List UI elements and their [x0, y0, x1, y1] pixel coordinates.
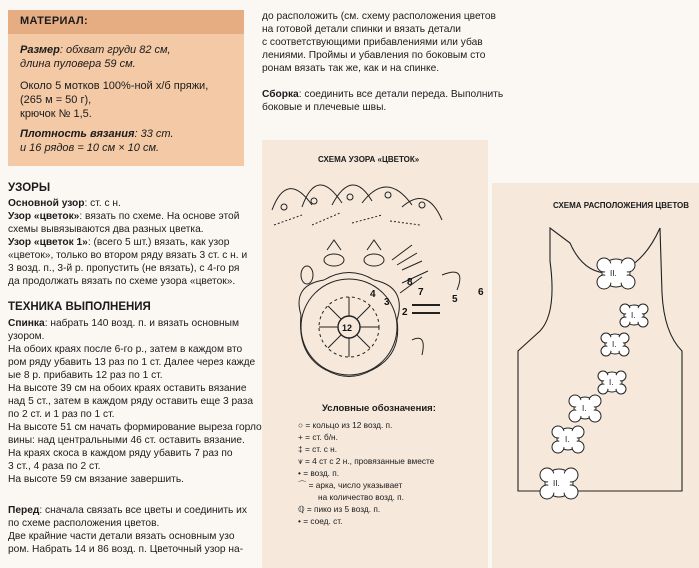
inner-petal-groups	[301, 240, 422, 284]
material-gauge: Плотность вязания: 33 ст.	[20, 128, 174, 140]
chain-icon: •	[298, 468, 301, 478]
front-line-0: Перед: сначала связать все цветы и соединить их	[8, 505, 247, 516]
technique-line-1: узором.	[8, 331, 45, 342]
right-line-4: ронам вязать так же, как и на спинке.	[262, 63, 440, 74]
right-line-2: с соответствующими прибавлениями или убав	[262, 37, 483, 48]
flower-label-7: II.	[553, 479, 560, 488]
legend-title: Условные обозначения:	[322, 403, 436, 414]
cross-icon: +	[298, 432, 303, 442]
slip-stitch-icon: •	[298, 516, 301, 526]
technique-line-4: ые 8 р. прибавить 12 раз по 1 ст.	[8, 370, 163, 381]
dc-stitch-icon: ‡	[298, 444, 303, 454]
chart-number-3: 3	[384, 297, 390, 308]
technique-line-12: На высоте 59 см вязание завершить.	[8, 474, 184, 485]
legend-item-slst: • = соед. ст.	[298, 516, 343, 526]
assembly-line-2: боковые и плечевые швы.	[262, 102, 387, 113]
material-gauge-rows: и 16 рядов = 10 см × 10 см.	[20, 142, 160, 154]
flower-label-3: I.	[612, 340, 617, 349]
legend-item-ch: • = возд. п.	[298, 468, 340, 478]
legend-item-picot: ℚ = пико из 5 возд. п.	[298, 504, 381, 514]
material-title: МАТЕРИАЛ:	[20, 15, 89, 27]
patterns-line-1: Основной узор: ст. с н.	[8, 198, 121, 209]
chart-number-2: 2	[402, 307, 408, 318]
technique-line-5: На высоте 39 см на обоих краях оставить вязание	[8, 383, 247, 394]
patterns-line-5: «цветок», только во втором ряду вязать 3 ст. с н. и	[8, 250, 248, 261]
right-line-3: лениями. Проймы и убавления по боковым сто	[262, 50, 486, 61]
technique-line-8: На высоте 51 см начать формирование выреза горло	[8, 422, 262, 433]
legend-item-arch: ⌒ = арка, число указывает	[298, 480, 403, 490]
cluster-icon: ⩛	[298, 456, 303, 466]
upper-petals	[272, 185, 442, 225]
patterns-heading: УЗОРЫ	[8, 182, 51, 194]
chart-number-5: 5	[452, 294, 458, 305]
material-yarn: Около 5 мотков 100%-ной х/б пряжи,	[20, 80, 209, 92]
material-length: длина пуловера 59 см.	[20, 58, 136, 70]
technique-line-9: вины: над центральными 46 ст. оставить вязание.	[8, 435, 245, 446]
material-hook: крючок № 1,5.	[20, 108, 92, 120]
technique-line-11: 3 ст., 4 раза по 2 ст.	[8, 461, 101, 472]
technique-line-2: На обоих краях после 6-го р., затем в каждом вто	[8, 344, 243, 355]
flower-label-6: I.	[565, 435, 570, 444]
chart-number-8: 8	[407, 277, 413, 288]
flower-label-5: I.	[582, 404, 587, 413]
ring-icon: ○	[298, 420, 304, 430]
layout-chart-title: СХЕМА РАСПОЛОЖЕНИЯ ЦВЕТОВ	[553, 201, 690, 210]
legend-item-ring: ○ = кольцо из 12 возд. п.	[298, 420, 393, 430]
right-line-0: до расположить (см. схему расположения цветов	[262, 11, 496, 22]
front-line-1: по схеме расположения цветов.	[8, 518, 160, 529]
layout-chart-diagram	[492, 183, 699, 568]
flower-label-4: I.	[609, 378, 614, 387]
front-line-2: Две крайние части детали вязать основным узо	[8, 531, 235, 542]
technique-line-10: На краях скоса в каждом ряду убавить 7 раз по	[8, 448, 233, 459]
flower-label-2: I.	[631, 311, 636, 320]
arch-icon: ⌒	[298, 480, 307, 490]
chart-number-7: 7	[418, 287, 424, 298]
patterns-line-7: да продолжать вязать по схеме узора «цветок».	[8, 276, 236, 287]
patterns-line-4: Узор «цветок 1»: (всего 5 шт.) вязать, как узор	[8, 237, 230, 248]
technique-line-0: Спинка: набрать 140 возд. п. и вязать основным	[8, 318, 239, 329]
legend-item-sc: + = ст. б/н.	[298, 432, 338, 442]
flower-label-1: II.	[610, 269, 617, 278]
front-line-3: ром. Набрать 14 и 86 возд. п. Цветочный узор на-	[8, 544, 244, 555]
legend-item-dc: ‡ = ст. с н.	[298, 444, 338, 454]
legend-item-arch-2: на количество возд. п.	[318, 492, 404, 502]
chart-number-12: 12	[342, 323, 353, 333]
material-yarn-weight: (265 м = 50 г),	[20, 94, 92, 106]
assembly-line: Сборка: соединить все детали переда. Выполнить	[262, 89, 504, 100]
legend-item-cluster: ⩛ = 4 ст с 2 н., провязанные вместе	[298, 456, 435, 466]
flower-chart-title: СХЕМА УЗОРА «ЦВЕТОК»	[318, 155, 420, 164]
technique-line-6: над 5 ст., затем в каждом ряду оставить еще 3 раза	[8, 396, 253, 407]
patterns-line-6: 3 возд. п., 3-й р. пропустить (не вязать), с 4-го ря	[8, 263, 240, 274]
right-line-1: на готовой детали спинки и вязать детали	[262, 24, 461, 35]
flower-chart-diagram	[262, 165, 488, 395]
patterns-line-3: схемы вывязываются два разных цветка.	[8, 224, 204, 235]
technique-line-7: по 2 ст. и 1 раз по 1 ст.	[8, 409, 115, 420]
technique-line-3: ром ряду убавить 13 раз по 1 ст. Далее через кажде	[8, 357, 256, 368]
patterns-line-2: Узор «цветок»: вязать по схеме. На основе этой	[8, 211, 240, 222]
chart-number-6: 6	[478, 287, 484, 298]
pico-mark	[442, 272, 460, 290]
material-size: Размер: обхват груди 82 см,	[20, 44, 171, 56]
picot-icon: ℚ	[298, 504, 305, 514]
technique-heading: ТЕХНИКА ВЫПОЛНЕНИЯ	[8, 301, 151, 313]
chart-number-4: 4	[370, 289, 376, 300]
